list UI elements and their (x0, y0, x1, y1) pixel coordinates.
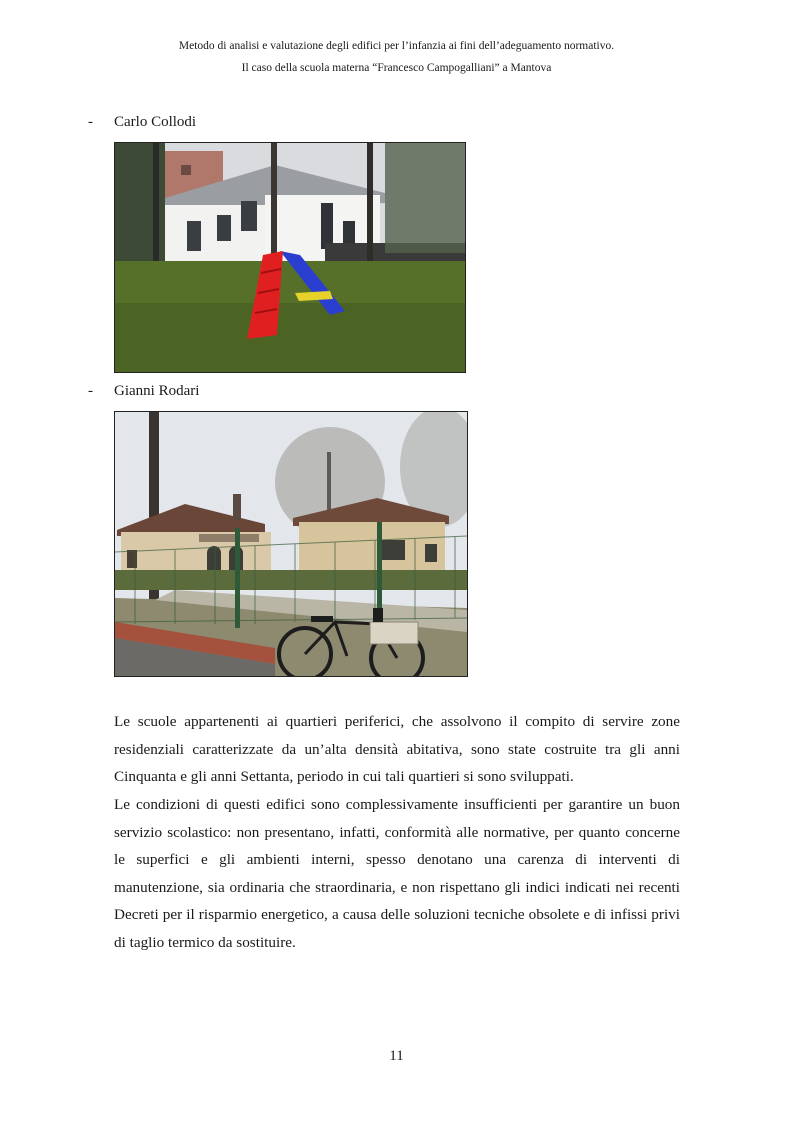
photo-gianni-rodari-school (114, 411, 468, 677)
running-header-line-2: Il caso della scuola materna “Francesco Campogalliani” a Mantova (241, 62, 552, 74)
list-dash: - (88, 114, 93, 130)
body-paragraph-1 (114, 708, 680, 791)
school-name-carlo-collodi: Carlo Collodi (114, 114, 197, 130)
photo-carlo-collodi-school (114, 142, 466, 373)
page-number: 11 (389, 1048, 404, 1064)
running-header-line-1: Metodo di analisi e valutazione degli edifici per l’infanzia ai fini dell’adeguamento normativo. (178, 40, 615, 52)
body-paragraph-2 (114, 791, 680, 956)
paragraph-text: Le scuole appartenenti ai quartieri periferici, che assolvono il compito di servire zone residenziali caratterizzate da un’alta densità abitativa, sono state costruite tra gli anni Cinquanta e gli anni Settanta, periodo in cui tali quartieri si sono sviluppati. (114, 713, 680, 785)
school-name-gianni-rodari: Gianni Rodari (114, 383, 200, 399)
list-dash: - (88, 383, 93, 399)
paragraph-text: Le condizioni di questi edifici sono complessivamente insufficienti per garantire un buon servizio scolastico: non presentano, infatti, conformità alle normative, per quanto concerne le superfici e gli ambienti interni, spesso denotano una carenza di interventi di manutenzione, sia ordinaria che straordinaria, e non rispettano gli indici indicati nei recenti Decreti per il risparmio energetico, a causa delle soluzioni tecniche obsolete e di infissi privi di taglio termico da sostituire. (114, 796, 680, 951)
